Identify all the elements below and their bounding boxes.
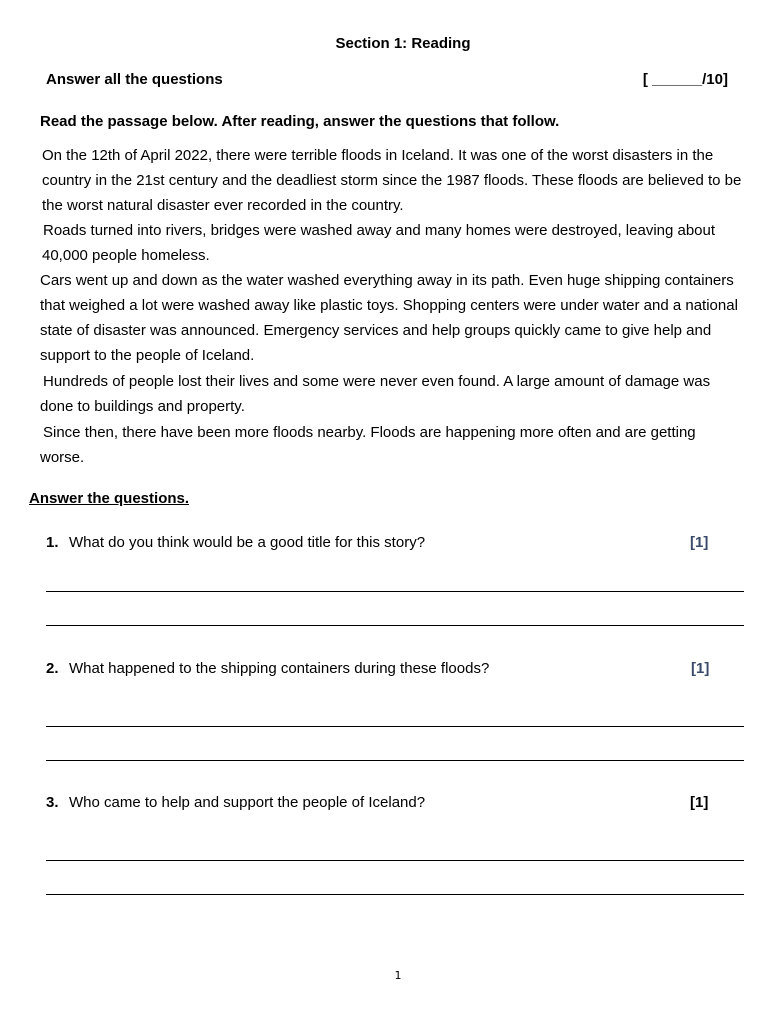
section-title: Section 1: Reading [335, 35, 471, 52]
passage-paragraph: Roads turned into rivers, bridges were washed away and many homes were destroyed, leaving about 40,000 people homeless. [42, 222, 716, 264]
question-3-mark: [1] [690, 794, 709, 811]
page-number: 1 [394, 969, 402, 982]
question-text: What happened to the shipping containers during these floods? [69, 660, 490, 677]
question-text: What do you think would be a good title for this story? [69, 534, 426, 551]
answer-line[interactable] [46, 894, 744, 895]
question-number: 3. [46, 794, 59, 811]
passage-paragraph: Cars went up and down as the water washed everything away in its path. Even huge shipping containers that weighed a lot were washed away like plastic toys. Shopping centers were under water and a national state of disaster was announced. Emergency services and help groups quickly came to give help and support to the people of Iceland. [40, 272, 738, 364]
answer-all-instruction: Answer all the questions [46, 71, 223, 88]
passage-paragraph: Hundreds of people lost their lives and some were never even found. A large amount of damage was done to buildings and property. [40, 373, 711, 415]
passage-paragraph: On the 12th of April 2022, there were terrible floods in Iceland. It was one of the worst disasters in the country in the 21st century and the deadliest storm since the 1987 floods. These floods are believed to be the worst natural disaster ever recorded in the country. [42, 147, 742, 214]
passage-instruction: Read the passage below. After reading, answer the questions that follow. [40, 113, 560, 130]
question-1 [46, 534, 425, 551]
answer-line[interactable] [46, 760, 744, 761]
total-score: [ ______/10] [642, 71, 728, 88]
question-number: 2. [46, 660, 59, 677]
answer-line[interactable] [46, 726, 744, 727]
answer-line[interactable] [46, 591, 744, 592]
question-1-mark: [1] [690, 534, 709, 551]
answer-line[interactable] [46, 860, 744, 861]
question-text: Who came to help and support the people of Iceland? [69, 794, 426, 811]
question-2 [46, 660, 489, 677]
questions-heading: Answer the questions. [29, 490, 190, 507]
question-2-mark: [1] [691, 660, 710, 677]
question-number: 1. [46, 534, 59, 551]
answer-line[interactable] [46, 625, 744, 626]
question-3 [46, 794, 425, 811]
passage-paragraph: Since then, there have been more floods nearby. Floods are happening more often and are getting worse. [40, 424, 696, 466]
